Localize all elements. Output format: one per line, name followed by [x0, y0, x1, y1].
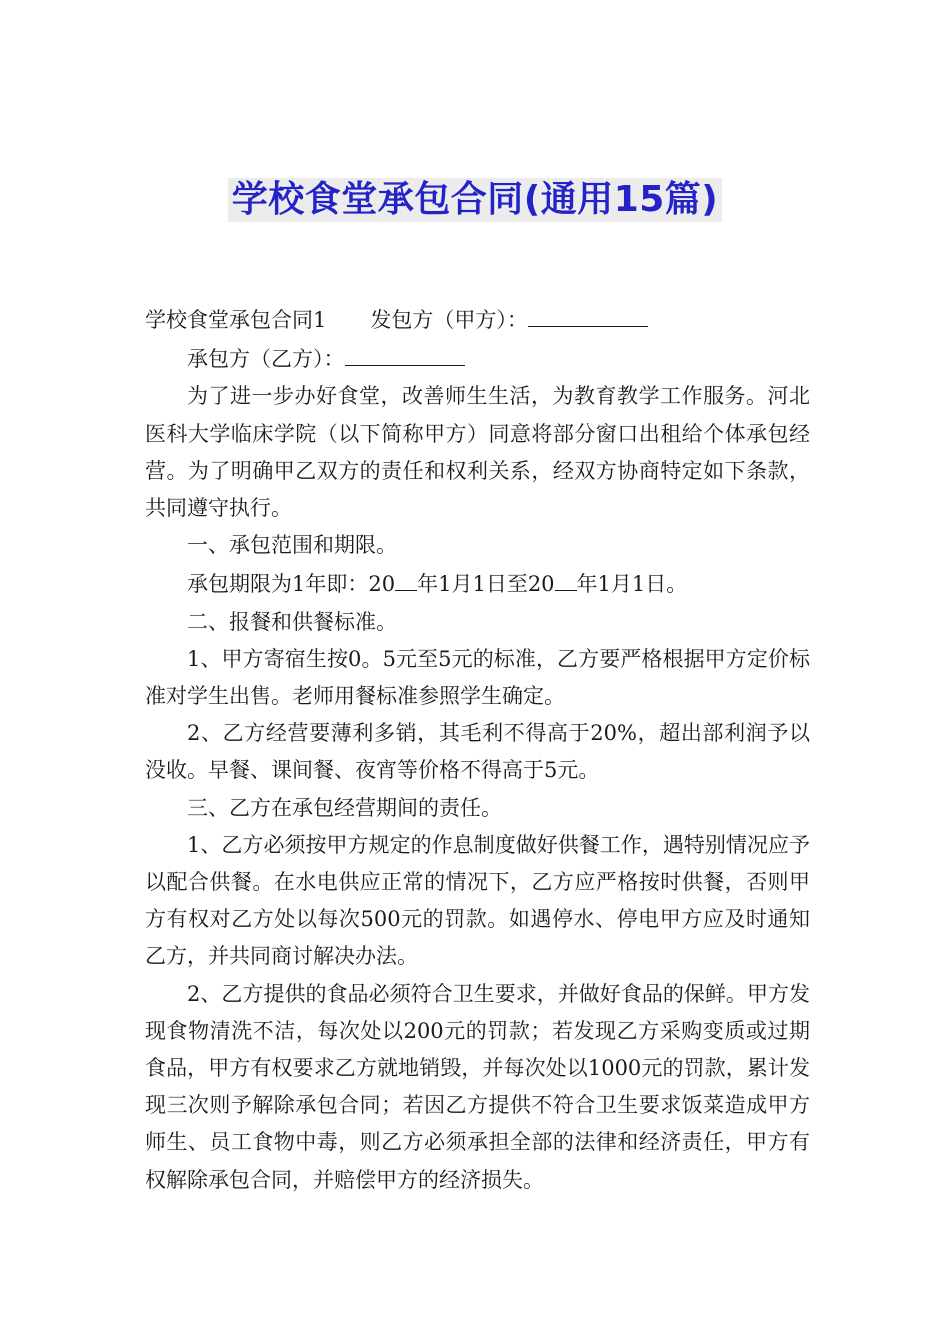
contract-heading: 学校食堂承包合同1 — [145, 308, 327, 332]
paragraph-heading-line — [145, 300, 810, 339]
paragraph-term — [145, 564, 810, 603]
paragraph-intro: 为了进一步办好食堂，改善师生生活，为教育教学工作服务。河北医科大学临床学院（以下简称甲方）同意将部分窗口出租给个体承包经营。为了明确甲乙双方的责任和权利关系，经双方协商特定如下条款，共同遵守执行。 — [145, 384, 810, 521]
paragraph-clause-3-2: 2、乙方提供的食品必须符合卫生要求，并做好食品的保鲜。甲方发现食物清洗不洁，每次处以200元的罚款；若发现乙方采购变质或过期食品，甲方有权要求乙方就地销毁，并每次处以1000元的罚款，累计发现三次则予解除承包合同；若因乙方提供不符合卫生要求饭菜造成甲方师生、员工食物中毒，则乙方必须承担全部的法律和经济责任，甲方有权解除承包合同，并赔偿甲方的经济损失。 — [145, 981, 810, 1192]
party-b-blank — [345, 339, 465, 366]
year-blank-2 — [555, 564, 577, 591]
section-heading-3: 三、乙方在承包经营期间的责任。 — [187, 795, 502, 820]
title-block — [0, 178, 950, 222]
paragraph-clause-3-1: 1、乙方必须按甲方规定的作息制度做好供餐工作，遇特别情况应予以配合供餐。在水电供应正常的情况下，乙方应严格按时供餐，否则甲方有权对乙方处以每次500元的罚款。如遇停水、停电甲方应及时通知乙方，并共同商讨解决办法。 — [145, 832, 810, 969]
section-heading-1: 一、承包范围和期限。 — [187, 533, 397, 558]
term-text-b: 年1月1日至20 — [417, 572, 555, 597]
party-a-label: 发包方（甲方）： — [370, 308, 528, 332]
document-title: 学校食堂承包合同(通用15篇) — [228, 178, 723, 222]
term-text-a: 承包期限为1年即：20 — [187, 572, 396, 597]
party-a-blank — [528, 300, 648, 327]
document-body — [145, 300, 810, 1199]
paragraph-clause-2-1: 1、甲方寄宿生按0。5元至5元的标准，乙方要严格根据甲方定价标准对学生出售。老师用餐标准参照学生确定。 — [145, 646, 810, 709]
year-blank-1 — [395, 564, 417, 591]
paragraph-party-b — [145, 339, 810, 378]
section-heading-2: 二、报餐和供餐标准。 — [187, 609, 397, 634]
party-b-label: 承包方（乙方）： — [187, 347, 345, 372]
paragraph-clause-2-2: 2、乙方经营要薄利多销，其毛利不得高于20%，超出部利润予以没收。早餐、课间餐、夜宵等价格不得高于5元。 — [145, 721, 810, 783]
term-text-c: 年1月1日。 — [576, 572, 688, 597]
